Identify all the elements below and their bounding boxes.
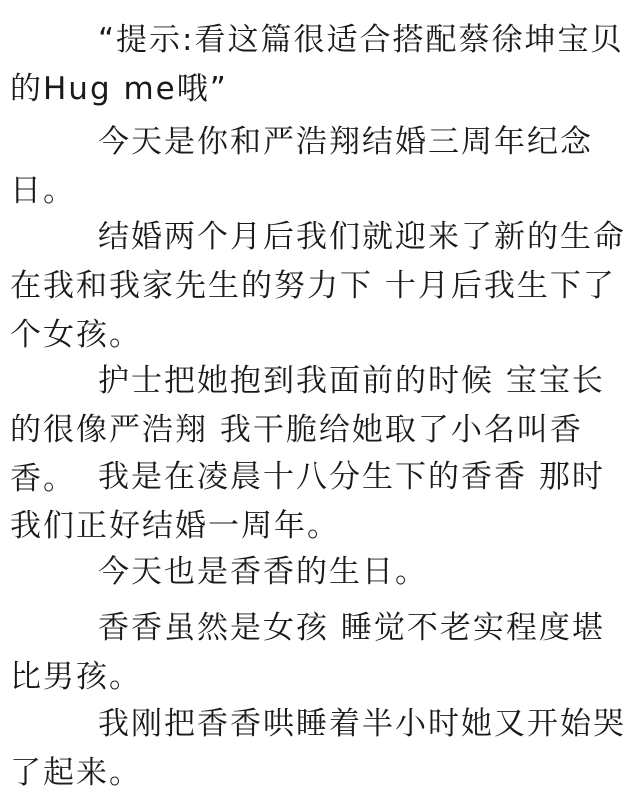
- paragraph-birth-time: 我是在凌晨十八分生下的香香 那时我们正好结婚一周年。: [10, 459, 605, 544]
- paragraph-birthday: 今天也是香香的生日。: [98, 554, 428, 590]
- paragraph-anniversary: 今天是你和严浩翔结婚三周年纪念日。: [10, 124, 593, 209]
- paragraph-crying: 我刚把香香哄睡着半小时她又开始哭了起来。: [10, 706, 626, 791]
- paragraph-sleep: 香香虽然是女孩 睡觉不老实程度堪比男孩。: [10, 610, 605, 695]
- paragraph-new-life: 结婚两个月后我们就迎来了新的生命在我和我家先生的努力下 十月后我生下了个女孩。: [10, 219, 626, 353]
- paragraph-nurse: 护士把她抱到我面前的时候 宝宝长的很像严浩翔 我干脆给她取了小名叫香香。: [10, 363, 605, 497]
- paragraph-hint: “提示:看这篇很适合搭配蔡徐坤宝贝的Hug me哦”: [10, 22, 624, 107]
